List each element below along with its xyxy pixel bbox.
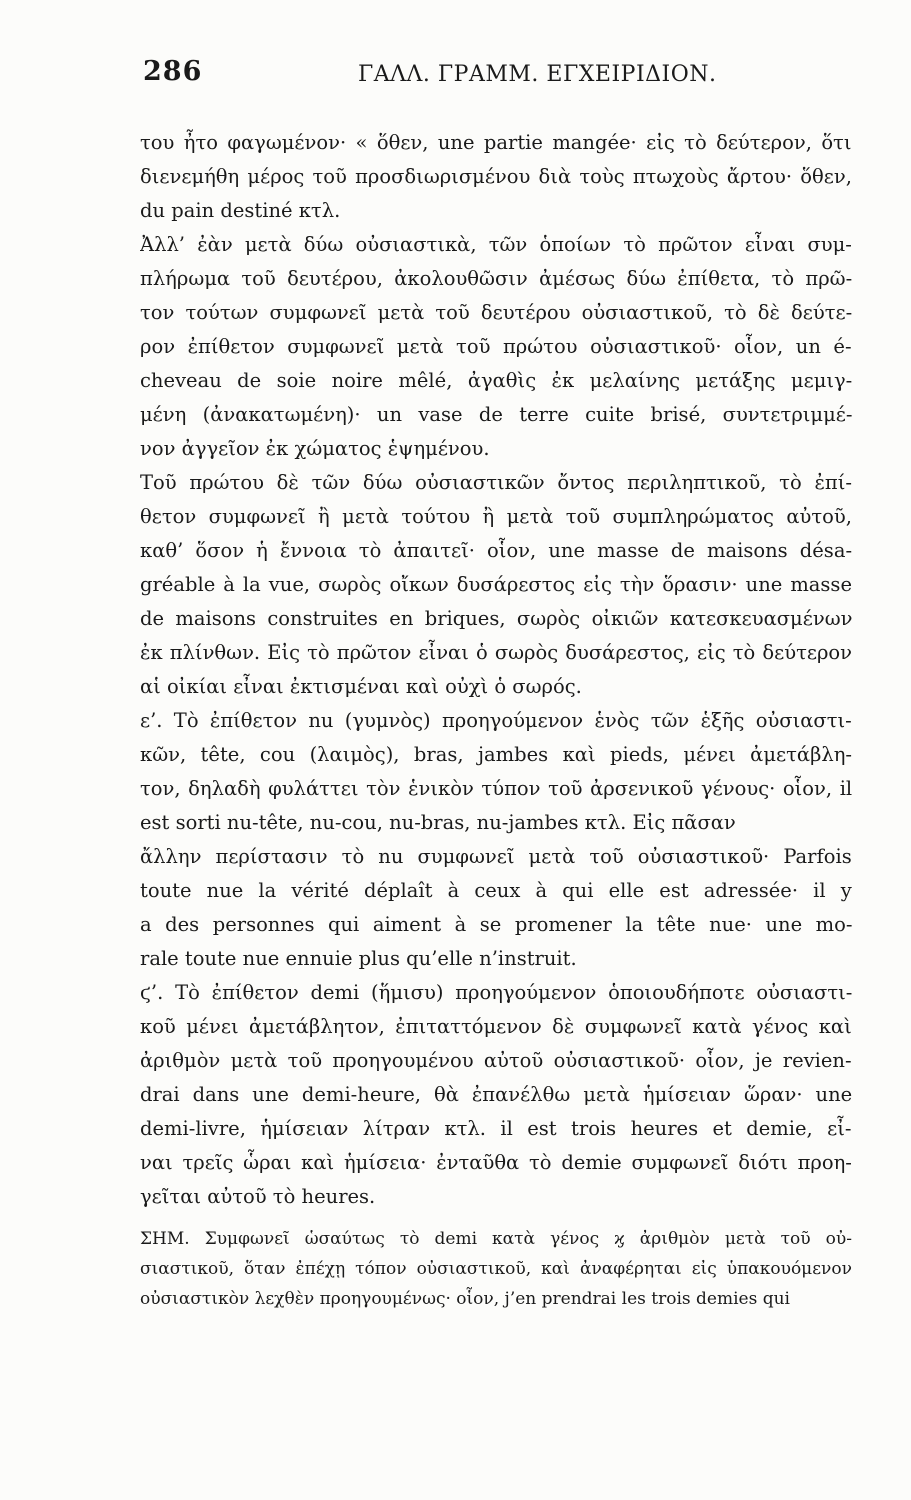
text-line: ναι τρεῖς ὧραι καὶ ἡμίσεια· ἐνταῦθα τὸ demie συμφωνεῖ διότι προη- xyxy=(140,1151,852,1174)
text-line: γεῖται αὐτοῦ τὸ heures. xyxy=(140,1185,376,1208)
text-line: ϛ’. Τὸ ἐπίθετον demi (ἥμισυ) προηγούμενον ὁποιουδήποτε οὐσιαστι- xyxy=(140,981,852,1004)
text-line: drai dans une demi-heure, θὰ ἐπανέλθω μετὰ ἡμίσειαν ὥραν· une xyxy=(140,1083,852,1106)
text-line: a des personnes qui aiment à se promener la tête nue· une mo- xyxy=(140,913,852,936)
note-line: οὐσιαστικὸν λεχθὲν προηγουμένως· οἷον, j’en prendrai les trois demies qui xyxy=(140,1289,790,1309)
text-line: πλήρωμα τοῦ δευτέρου, ἀκολουθῶσιν ἀμέσως δύω ἐπίθετα, τὸ πρῶ- xyxy=(140,267,852,290)
text-line: ε’. Τὸ ἐπίθετον nu (γυμνὸς) προηγούμενον ἑνὸς τῶν ἑξῆς οὐσιαστι- xyxy=(140,709,852,732)
text-line: demi-livre, ἡμίσειαν λίτραν κτλ. il est trois heures et demie, εἶ- xyxy=(140,1117,852,1140)
text-line: θετον συμφωνεῖ ἢ μετὰ τούτου ἢ μετὰ τοῦ συμπληρώματος αὐτοῦ, xyxy=(140,505,852,528)
paragraph xyxy=(140,228,852,466)
text-line: Ἀλλ’ ἐὰν μετὰ δύω οὐσιαστικὰ, τῶν ὁποίων τὸ πρῶτον εἶναι συμ- xyxy=(140,233,852,256)
running-head: ΓΑΛΛ. ΓΡΑΜΜ. ΕΓΧΕΙΡΙΔΙΟΝ. xyxy=(358,62,717,87)
note-line: σιαστικοῦ, ὅταν ἐπέχῃ τόπον οὐσιαστικοῦ, καὶ ἀναφέρηται εἰς ὑπακουόμενον xyxy=(140,1259,852,1279)
footnote xyxy=(140,1224,852,1314)
text-line: rale toute nue ennuie plus qu’elle n’instruit. xyxy=(140,947,577,970)
text-line: ἄλλην περίστασιν τὸ nu συμφωνεῖ μετὰ τοῦ οὐσιαστικοῦ· Parfois xyxy=(140,845,852,868)
text-line: gréable à la vue, σωρὸς οἴκων δυσάρεστος εἰς τὴν ὅρασιν· une masse xyxy=(140,573,852,596)
text-line: μένη (ἀνακατωμένη)· un vase de terre cuite brisé, συντετριμμέ- xyxy=(140,403,852,426)
text-line: τον τούτων συμφωνεῖ μετὰ τοῦ δευτέρου οὐσιαστικοῦ, τὸ δὲ δεύτε- xyxy=(140,301,852,324)
paragraph xyxy=(140,976,852,1214)
text-line: ρον ἐπίθετον συμφωνεῖ μετὰ τοῦ πρώτου οὐσιαστικοῦ· οἷον, un é- xyxy=(140,335,852,358)
text-line: νον ἀγγεῖον ἐκ χώματος ἑψημένου. xyxy=(140,437,490,460)
paragraph xyxy=(140,126,852,228)
paragraph xyxy=(140,704,852,976)
text-line: du pain destiné κτλ. xyxy=(140,199,341,222)
text-line: τον, δηλαδὴ φυλάττει τὸν ἑνικὸν τύπον τοῦ ἀρσενικοῦ γένους· οἷον, il xyxy=(140,777,852,800)
text-line: αἱ οἰκίαι εἶναι ἐκτισμέναι καὶ οὐχὶ ὁ σωρός. xyxy=(140,675,582,698)
note-line: ΣΗΜ. Συμφωνεῖ ὡσαύτως τὸ demi κατὰ γένος ϗ ἀριθμὸν μετὰ τοῦ οὐ- xyxy=(140,1229,852,1249)
text-line: Τοῦ πρώτου δὲ τῶν δύω οὐσιαστικῶν ὄντος περιληπτικοῦ, τὸ ἐπί- xyxy=(140,471,852,494)
text-line: cheveau de soie noire mêlé, ἀγαθὶς ἐκ μελαίνης μετάξης μεμιγ- xyxy=(140,369,852,392)
text-line: κοῦ μένει ἀμετάβλητον, ἐπιταττόμενον δὲ συμφωνεῖ κατὰ γένος καὶ xyxy=(140,1015,852,1038)
text-line: διενεμήθη μέρος τοῦ προσδιωρισμένου διὰ τοὺς πτωχοὺς ἄρτου· ὅθεν, xyxy=(140,165,852,188)
text-line: καθ’ ὅσον ἡ ἔννοια τὸ ἀπαιτεῖ· οἷον, une masse de maisons désa- xyxy=(140,539,852,562)
text-line: κῶν, tête, cou (λαιμὸς), bras, jambes καὶ pieds, μένει ἀμετάβλη- xyxy=(140,743,852,766)
paragraph xyxy=(140,466,852,704)
text-line: του ἦτο φαγωμένον· « ὅθεν, une partie mangée· εἰς τὸ δεύτερον, ὅτι xyxy=(140,131,852,154)
text-line: de maisons construites en briques, σωρὸς οἰκιῶν κατεσκευασμένων xyxy=(140,607,852,630)
text-line: ἐκ πλίνθων. Εἰς τὸ πρῶτον εἶναι ὁ σωρὸς δυσάρεστος, εἰς τὸ δεύτερον xyxy=(140,641,852,664)
body-text xyxy=(140,126,852,1314)
page-number: 286 xyxy=(143,56,203,87)
text-line: est sorti nu-tête, nu-cou, nu-bras, nu-jambes κτλ. Εἰς πᾶσαν xyxy=(140,811,736,834)
text-line: ἀριθμὸν μετὰ τοῦ προηγουμένου αὐτοῦ οὐσιαστικοῦ· οἷον, je revien- xyxy=(140,1049,852,1072)
text-line: toute nue la vérité déplaît à ceux à qui elle est adressée· il y xyxy=(140,879,852,902)
